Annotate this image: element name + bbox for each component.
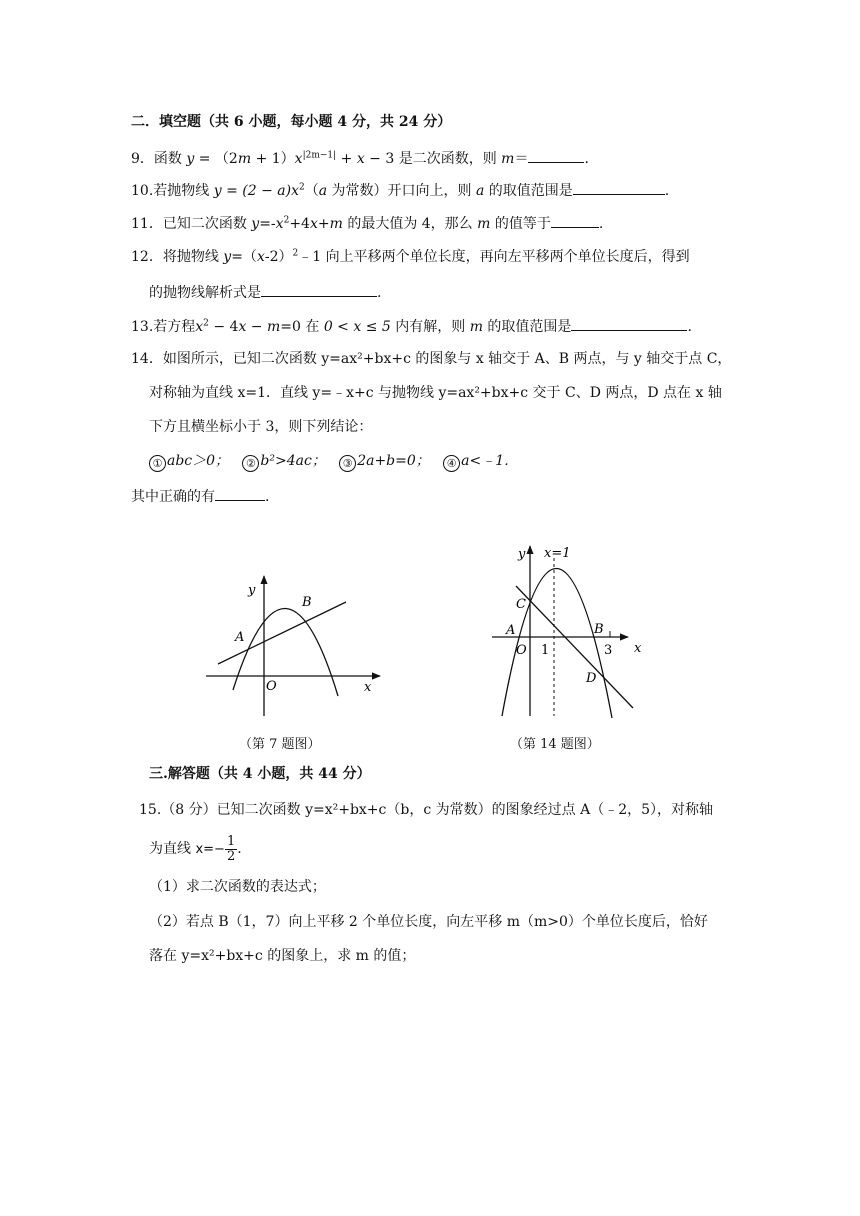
label-x: x [364,680,372,695]
q11-text-3: +4 [289,216,310,232]
q13-period: . [687,319,692,335]
question-12-line-2 [149,282,381,302]
q15-line2-period: . [237,841,242,857]
question-14-options [149,452,518,472]
frac-den: 2 [226,848,236,864]
q9-var-m: m [237,151,252,167]
q13-text-2: − 4 [208,319,239,335]
answer-blank[interactable] [571,316,687,331]
answer-blank[interactable] [261,282,377,297]
q9-text: 函数 [153,151,187,167]
question-15-sub-1: （1）求二次函数的表达式； [149,879,326,895]
q10-text: 若抛物线 [153,183,214,199]
q15-line2-x: x=− [195,842,225,857]
question-10 [131,180,669,200]
q9-text-3: + 1） [251,151,295,167]
label-c: C [516,597,526,612]
question-14-line-3: 下方且横坐标小于 3，则下列结论： [149,419,373,435]
label-1: 1 [541,643,550,658]
figure-14-caption: （第 14 题图） [510,737,600,752]
label-b: B [302,595,312,610]
q13-text: 若方程 [153,319,196,335]
parabola [233,608,338,696]
q9-exponent: |2m−1| [302,150,337,161]
option-marker: ① [149,455,166,472]
answer-blank[interactable] [551,213,599,228]
option-marker: ② [242,455,259,472]
q11-exponent: 2 [283,215,290,226]
line-cd [516,586,633,708]
q13-exponent: 2 [203,318,209,329]
fraction-one-half [225,835,237,864]
option-4: a<﹣1． [461,453,519,469]
question-14-answer-line [131,486,269,506]
figure-7 [200,570,390,720]
section-2-heading: 二．填空题（共 6 小题，每小题 4 分，共 24 分） [131,114,452,130]
q9-text-5: − 3 是二次函数，则 [364,151,502,167]
question-15-sub-2b: 落在 y=x²+bx+c 的图象上，求 m 的值； [149,948,416,964]
section-3-heading: 三.解答题（共 4 小题，共 44 分） [149,766,371,782]
q10-exponent: 2 [298,182,305,193]
q11-text: 已知二次函数 [162,216,252,232]
label-d: D [586,671,597,686]
q11-var-m: m [329,216,343,232]
question-number: 13. [131,319,154,335]
figure-7-caption: （第 7 题图） [239,737,321,752]
question-13 [131,316,692,336]
label-origin: O [516,643,527,658]
question-number: 12． [131,249,163,265]
q11-var-m2: m [477,216,491,232]
q13-text-5: 的取值范围是 [482,319,572,335]
question-14-line-1: 14．如图所示，已知二次函数 y=ax²+bx+c 的图象与 x 轴交于 A、B 两点，与 y 轴交于点 C， [131,351,732,367]
q9-text-2: = （2 [194,151,238,167]
q9-var-x2: x [356,151,365,167]
q13-range: 0 < x ≤ 5 [323,319,391,335]
label-y: y [518,547,526,562]
q14-answer-text: 其中正确的有 [131,489,215,505]
label-a: A [506,623,516,638]
figure-14 [488,540,658,720]
label-b: B [594,622,604,637]
answer-blank[interactable] [573,180,665,195]
q12-var-y: y [223,249,232,265]
q9-var-m2: m [501,151,515,167]
q13-text-3: =0 在 [280,319,324,335]
q12-text-3: -2） [264,249,293,265]
option-2: b²>4ac； [260,453,326,469]
label-axis: x=1 [544,546,571,561]
q11-text-5: 的最大值为 4，那么 [342,216,478,232]
q13-var-x: x [195,319,204,335]
q10-text-3: 为常数）开口向上，则 [327,183,476,199]
q14-period: . [265,489,270,505]
q12-line2-text: 的抛物线解析式是 [149,285,261,301]
question-number: 10. [131,183,154,199]
q11-text-4: + [317,216,330,232]
q9-var-x: x [294,151,303,167]
q12-text: 将抛物线 [162,249,224,265]
q10-text-4: 的取值范围是 [484,183,573,199]
q10-expression: y = (2 − a)x [213,183,299,199]
label-y: y [248,583,256,598]
question-11 [131,213,603,233]
q12-exponent: 2 [292,248,299,259]
q9-equals: ＝ [514,151,529,167]
option-1: abc＞0； [167,453,230,469]
q12-text-4: ﹣1 向上平移两个单位长度，再向左平移两个单位长度后，得到 [298,249,690,265]
question-number: 9． [131,151,154,167]
q13-text-4: 内有解，则 [390,319,470,335]
question-14-line-2: 对称轴为直线 x=1．直线 y=﹣x+c 与抛物线 y=ax²+bx+c 交于 C、D 两点，D 点在 x 轴 [149,385,722,401]
q11-text-2: =- [259,216,276,232]
label-3: 3 [604,643,613,658]
answer-blank[interactable] [215,486,265,501]
q12-var-x: x [256,249,265,265]
label-a: A [235,630,245,645]
q13-var-x2: x [238,319,247,335]
q13-var-m: − m [246,319,281,335]
q11-var-y: y [251,216,260,232]
q10-text-2: （ [304,183,319,199]
label-x: x [634,641,642,656]
option-3: 2a+b=0； [357,453,430,469]
q9-period: . [584,151,589,167]
frac-num: 1 [226,833,236,849]
q12-text-2: =（ [231,249,257,265]
question-15-line-2 [149,834,242,865]
question-12 [131,248,690,266]
q11-var-x2: x [309,216,318,232]
q11-period: . [598,216,604,232]
q11-text-6: 的值等于 [490,216,551,232]
q10-period: . [664,183,670,199]
option-marker: ③ [339,455,356,472]
option-marker: ④ [443,455,460,472]
q15-line2-text: 为直线 [149,841,196,857]
q10-var-a: a [318,183,328,199]
label-origin: O [266,679,277,694]
q12-period: . [377,285,382,301]
question-number: 11． [131,216,163,232]
answer-blank[interactable] [528,148,584,163]
question-9 [131,148,589,168]
q9-var-y: y [186,151,195,167]
question-15-line-1: 15.（8 分）已知二次函数 y=x²+bx+c（b，c 为常数）的图象经过点 A（﹣2，5），对称轴 [139,802,714,818]
q13-var-m2: m [469,319,483,335]
question-15-sub-2a: （2）若点 B（1，7）向上平移 2 个单位长度，向左平移 m（m>0）个单位长度后，恰好 [149,914,708,930]
q9-text-4: + [336,151,357,167]
q10-var-a2: a [475,183,485,199]
q11-var-x: x [275,216,284,232]
